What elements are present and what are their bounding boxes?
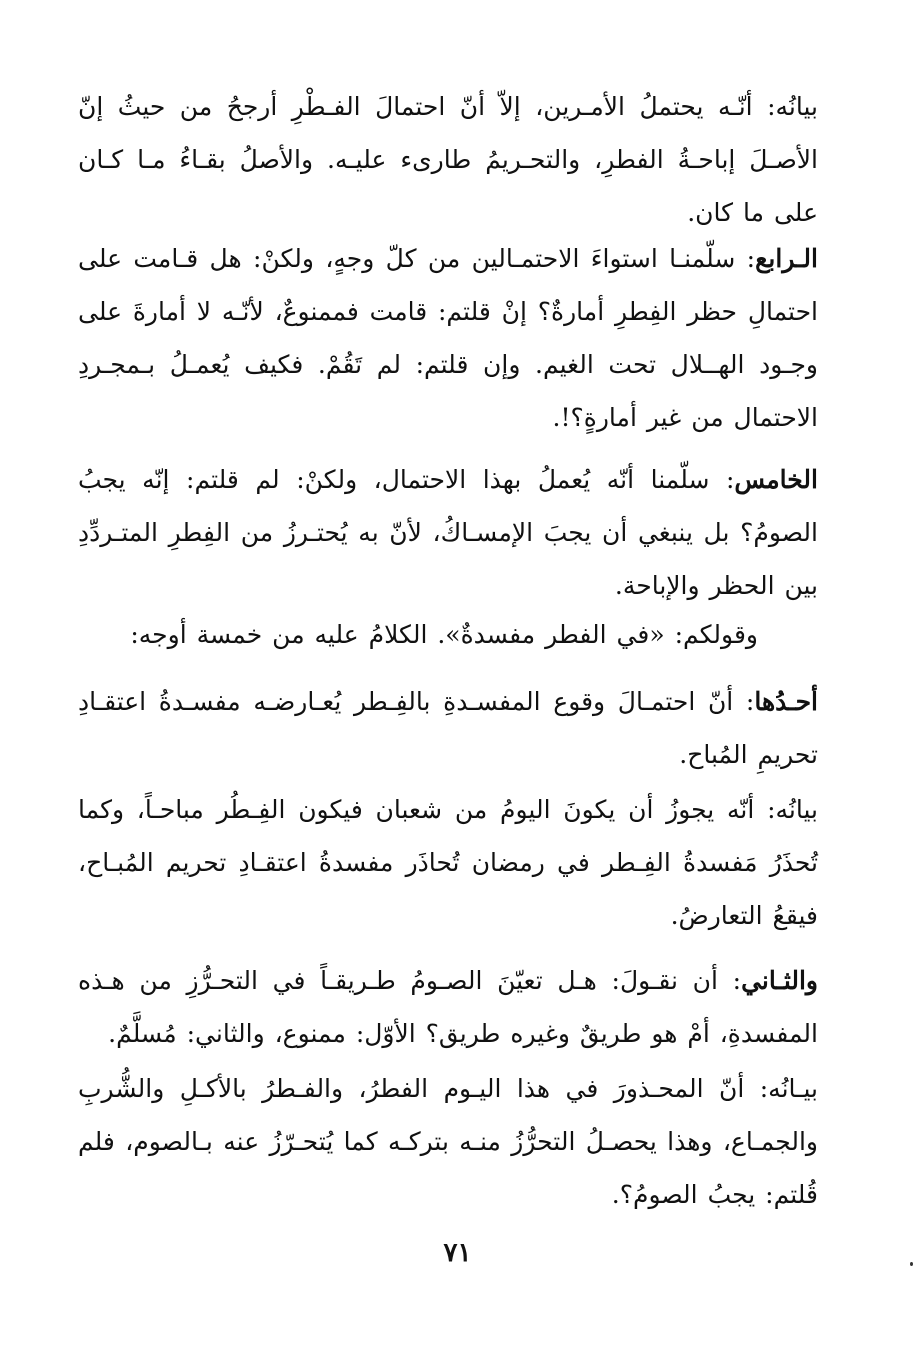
scan-speck xyxy=(910,1262,913,1266)
paragraph-5-lead: أحـدُها xyxy=(754,687,818,716)
paragraph-3-text: : سلّمنا أنّه يُعملُ بهذا الاحتمال، ولكنْ: لم قلتم: إنّه يجبُ الصومُ؟ بل ينبغي أن يجبَ الإمسـاكُ، لأنّ به يُحتـرزُ من الفِطرِ المتـردِّدِ بين الحظر والإباحة. xyxy=(78,465,818,600)
paragraph-7-text: : أن نقـولَ: هـل تعيّنَ الصـومُ طـريقـاً في التحـرُّزِ من هـذه المفسدةِ، أمْ هو طريقٌ وغيره طريق؟ الأوّل: ممنوع، والثاني: مُسلَّمٌ. xyxy=(78,966,818,1048)
paragraph-2 xyxy=(78,232,818,444)
paragraph-5-text: : أنّ احتمـالَ وقوع المفسـدةِ بالفِـطر يُعـارضـه مفسـدةُ اعتقـادِ تحريمِ المُباح. xyxy=(78,687,818,769)
paragraph-6-text: بيانُه: أنّه يجوزُ أن يكونَ اليومُ من شعبان فيكون الفِـطُر مباحـاً، وكما تُحذَرُ مَفسدةُ الفِـطر في رمضان تُحاذَر مفسدةُ اعتقـادِ تحريم المُبـاح، فيقعُ التعارضُ. xyxy=(78,795,818,930)
page-number: ٧١ xyxy=(443,1238,472,1268)
paragraph-1-text: بيانُه: أنّـه يحتملُ الأمـرين، إلاّ أنّ احتمالَ الفـطْرِ أرجحُ من حيثُ إنّ الأصـلَ إباحـةُ الفطرِ، والتحـريمُ طارىء عليـه. والأصلُ بقـاءُ مـا كـان على ما كان. xyxy=(78,92,818,227)
paragraph-3-lead: الخامس xyxy=(734,465,818,494)
paragraph-4-text: وقولكم: «في الفطر مفسدةٌ». الكلامُ عليه من خمسة أوجه: xyxy=(130,620,758,649)
paragraph-5 xyxy=(78,675,818,781)
paragraph-8 xyxy=(78,1062,818,1221)
paragraph-3 xyxy=(78,453,818,612)
paragraph-7-lead: والثـاني xyxy=(741,966,818,995)
paragraph-2-text: : سلّمنـا استواءَ الاحتمـالين من كلّ وجهٍ، ولكنْ: هل قـامت على احتمالِ حظر الفِطرِ أمارةٌ؟ إنْ قلتم: قامت فممنوعٌ، لأنّـه لا أمارةَ على وجـود الهــلال تحت الغيم. وإن قلتم: لم تَقُمْ. فكيف يُعمـلُ بـمجـردِ الاحتمال من غير أمارةٍ؟!. xyxy=(78,244,818,432)
paragraph-4 xyxy=(78,608,818,661)
paragraph-7 xyxy=(78,954,818,1060)
paragraph-2-lead: الـرابع xyxy=(755,244,818,273)
paragraph-8-text: بيـانُه: أنّ المحـذورَ في هذا اليـوم الفطرُ، والفـطرُ بالأكـلِ والشُّربِ والجمـاع، وهذا يحصـلُ التحرُّزُ منـه بتركـه كما يُتحـرّزُ عنه بـالصوم، فلم قُلتم: يجبُ الصومُ؟. xyxy=(78,1074,818,1209)
paragraph-1 xyxy=(78,80,818,239)
paragraph-6 xyxy=(78,783,818,942)
